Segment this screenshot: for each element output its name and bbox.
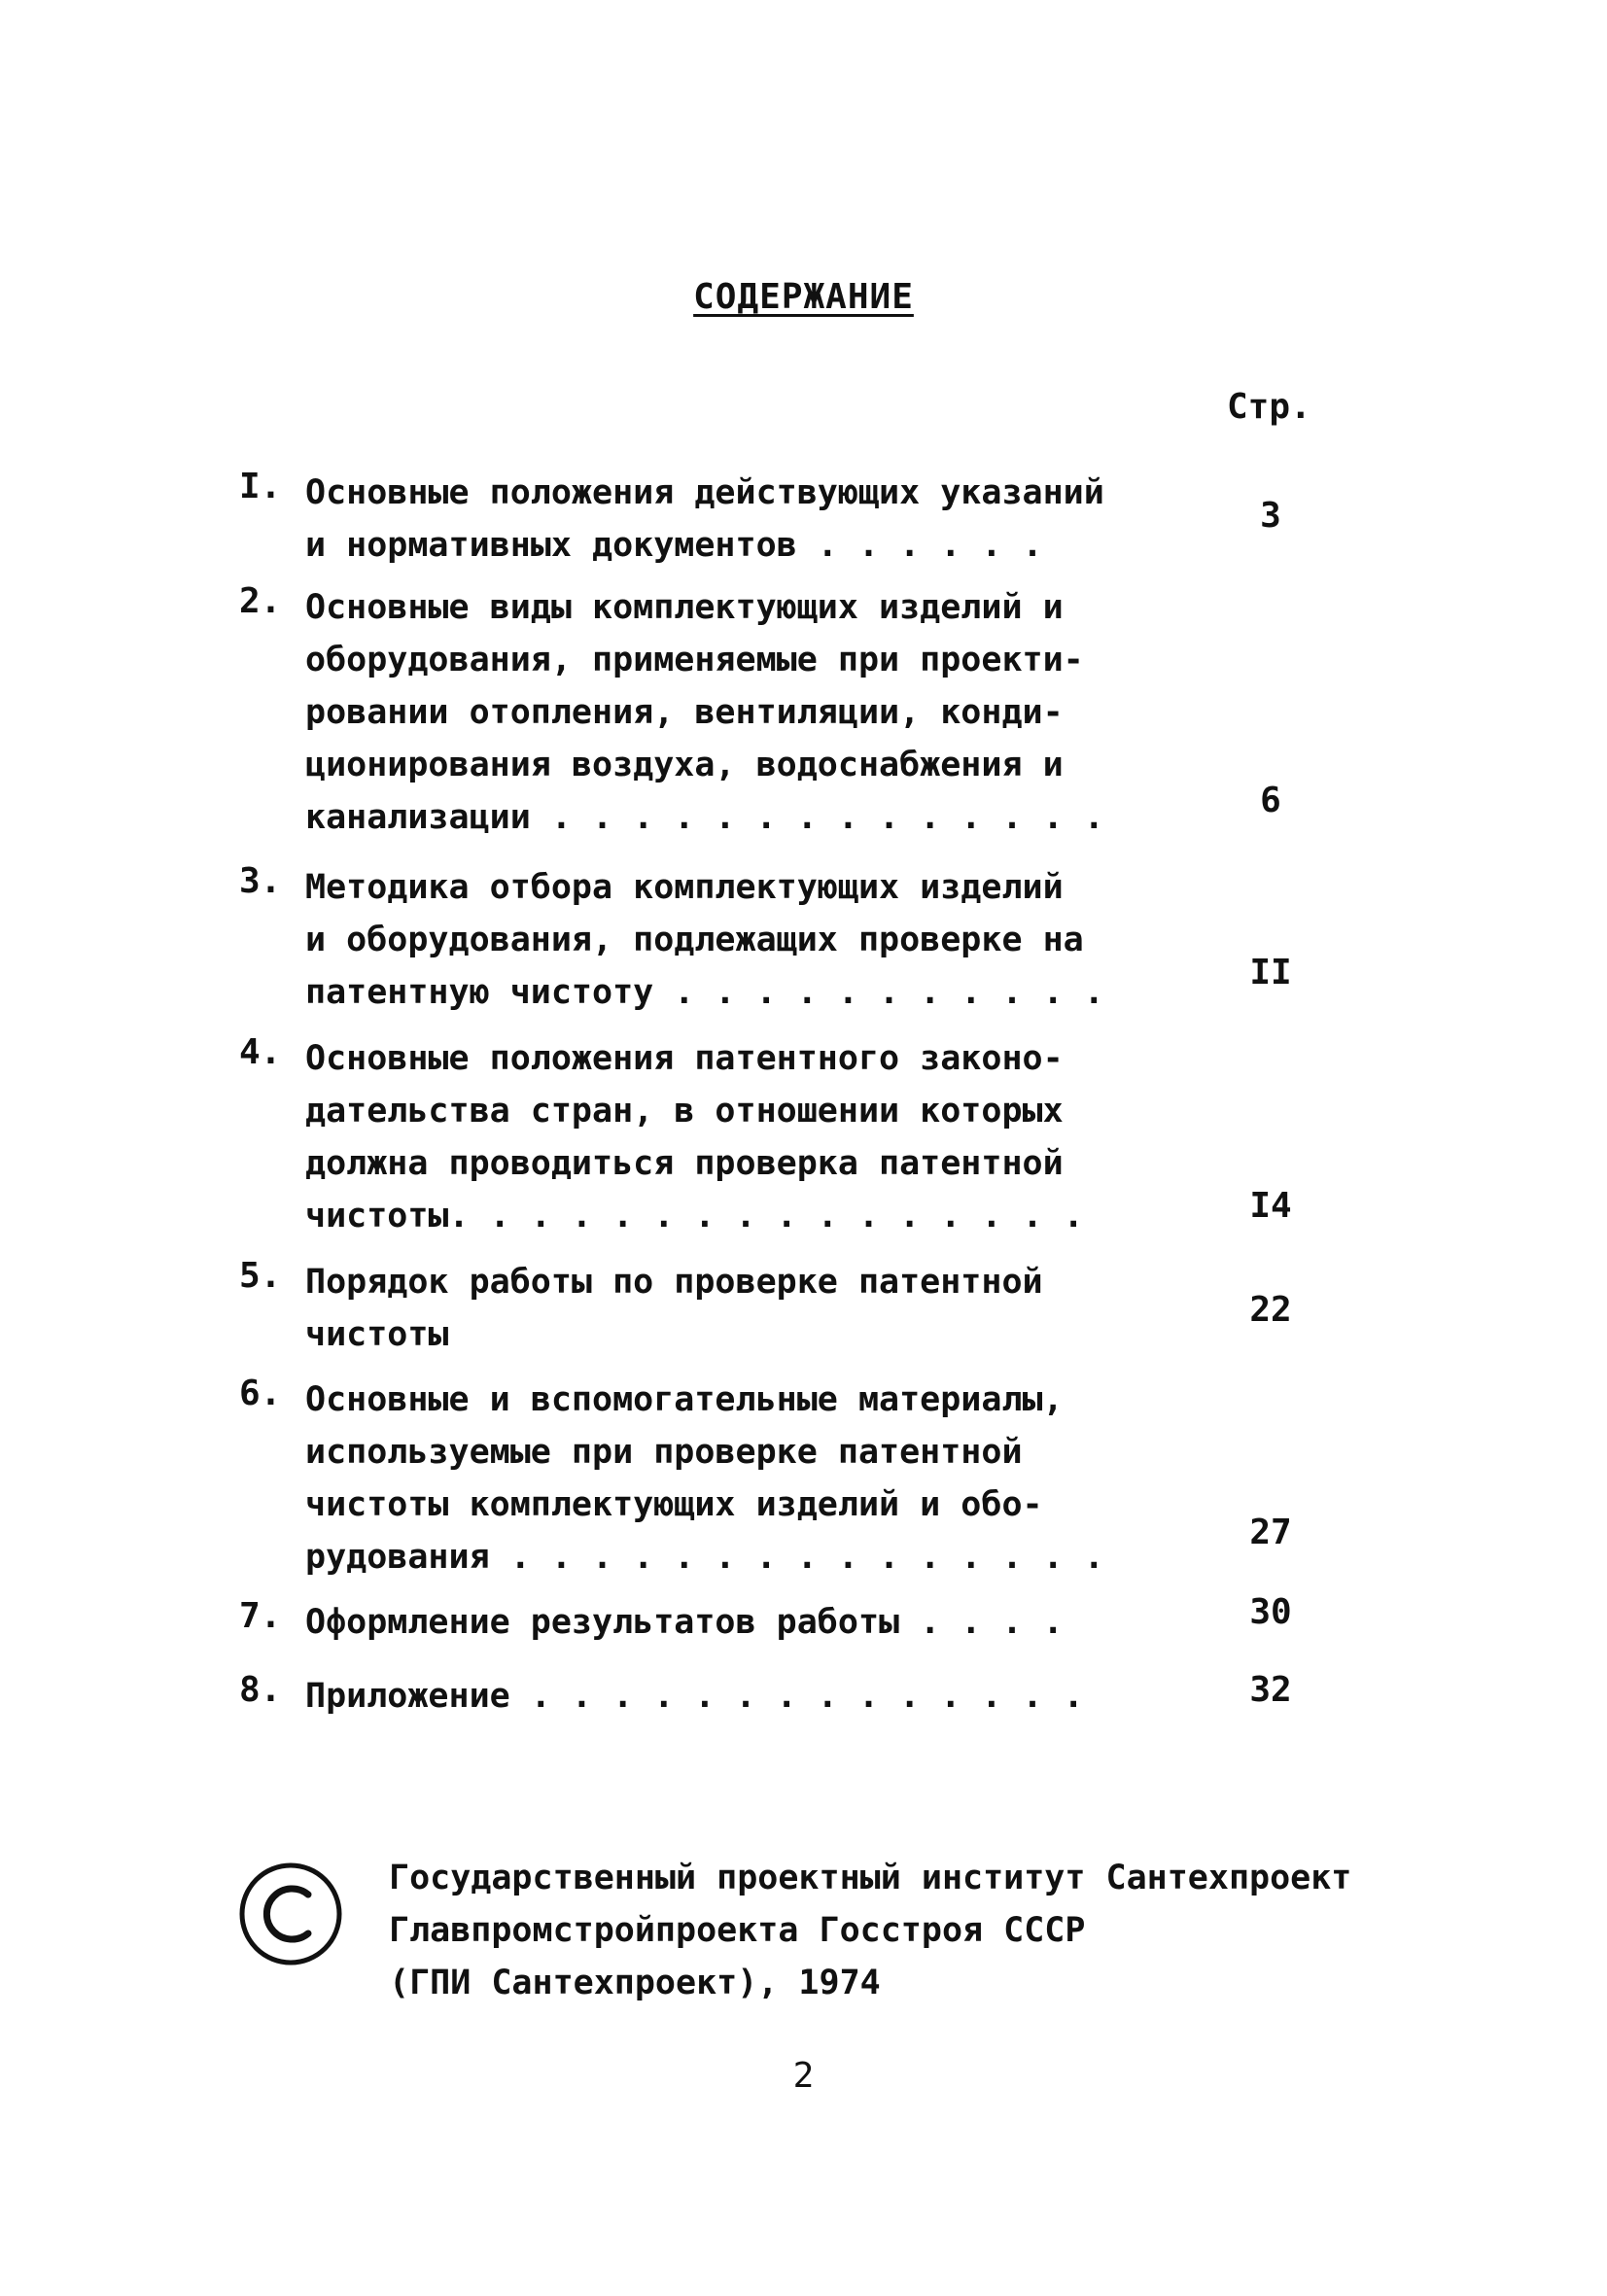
copyright-text bbox=[389, 1852, 1351, 2009]
toc-entry-page: 6 bbox=[1260, 781, 1281, 820]
toc-entry-number: I. bbox=[239, 467, 282, 506]
toc-entry-title bbox=[305, 1256, 1132, 1361]
toc-entry-title bbox=[305, 467, 1132, 572]
toc-entry-title bbox=[305, 861, 1132, 1019]
copyright-line: Главпромстройпроекта Госстроя СССР bbox=[389, 1911, 1086, 1950]
toc-entry-number: 3. bbox=[239, 861, 282, 901]
toc-entry-line: дательства стран, в отношении которых bbox=[305, 1092, 1064, 1131]
toc-entry-line: должна проводиться проверка патентной bbox=[305, 1144, 1064, 1183]
page-title: СОДЕРЖАНИЕ bbox=[693, 277, 914, 317]
copyright-icon bbox=[236, 1860, 345, 1968]
toc-entry-number: 4. bbox=[239, 1032, 282, 1072]
toc-entry-line: чистоты. . . . . . . . . . . . . . . . bbox=[305, 1197, 1084, 1235]
toc-entry-line: рудования . . . . . . . . . . . . . . . bbox=[305, 1538, 1104, 1577]
toc-entry-page: II bbox=[1249, 953, 1292, 992]
toc-entry-line: Основные положения действующих указаний bbox=[305, 473, 1104, 512]
toc-entry-line: используемые при проверке патентной bbox=[305, 1433, 1023, 1472]
page-column-header: Стр. bbox=[1227, 387, 1311, 427]
toc-entry-number: 2. bbox=[239, 581, 282, 621]
toc-entry-line: чистоты комплектующих изделий и обо- bbox=[305, 1485, 1043, 1524]
toc-entry-line: Основные и вспомогательные материалы, bbox=[305, 1380, 1064, 1419]
toc-entry-page: 27 bbox=[1249, 1513, 1292, 1552]
toc-entry-title bbox=[305, 1374, 1132, 1583]
toc-entry-title bbox=[305, 581, 1132, 844]
copyright-block bbox=[236, 1852, 1549, 2017]
toc-entry-line: Основные положения патентного законо- bbox=[305, 1039, 1064, 1078]
toc-entry-number: 7. bbox=[239, 1596, 282, 1636]
toc-entry-line: и нормативных документов . . . . . . bbox=[305, 526, 1043, 565]
toc-entry-line: Приложение . . . . . . . . . . . . . . bbox=[305, 1677, 1084, 1716]
toc-entry-number: 5. bbox=[239, 1256, 282, 1296]
copyright-line: Государственный проектный институт Сантехпроект bbox=[389, 1859, 1352, 1897]
toc-entry-line: канализации . . . . . . . . . . . . . . bbox=[305, 798, 1104, 837]
toc-entry-number: 8. bbox=[239, 1670, 282, 1710]
toc-entry-title bbox=[305, 1670, 1132, 1722]
copyright-line: (ГПИ Сантехпроект), 1974 bbox=[389, 1964, 881, 2002]
toc-entry-page: 30 bbox=[1249, 1592, 1292, 1632]
toc-entry-number: 6. bbox=[239, 1374, 282, 1413]
toc-entry-line: ционирования воздуха, водоснабжения и bbox=[305, 746, 1064, 784]
page-number: 2 bbox=[792, 2056, 815, 2096]
toc-entry-line: Оформление результатов работы . . . . bbox=[305, 1603, 1064, 1642]
toc-entry-line: Основные виды комплектующих изделий и bbox=[305, 588, 1064, 627]
toc-entry-page: 3 bbox=[1260, 496, 1281, 536]
toc-entry-line: ровании отопления, вентиляции, конди- bbox=[305, 693, 1064, 732]
toc-entry-line: Порядок работы по проверке патентной bbox=[305, 1263, 1043, 1302]
toc-entry-line: патентную чистоту . . . . . . . . . . . bbox=[305, 973, 1104, 1012]
toc-entry-title bbox=[305, 1596, 1132, 1649]
toc-entry-line: оборудования, применяемые при проекти- bbox=[305, 641, 1084, 679]
toc-entry-line: и оборудования, подлежащих проверке на bbox=[305, 921, 1084, 959]
toc-entry-page: 32 bbox=[1249, 1670, 1292, 1710]
toc-entry-line: Методика отбора комплектующих изделий bbox=[305, 868, 1064, 907]
toc-entry-page: I4 bbox=[1249, 1186, 1292, 1226]
toc-entry-page: 22 bbox=[1249, 1290, 1292, 1330]
toc-entry-title bbox=[305, 1032, 1132, 1242]
toc-entry-line: чистоты bbox=[305, 1315, 449, 1354]
